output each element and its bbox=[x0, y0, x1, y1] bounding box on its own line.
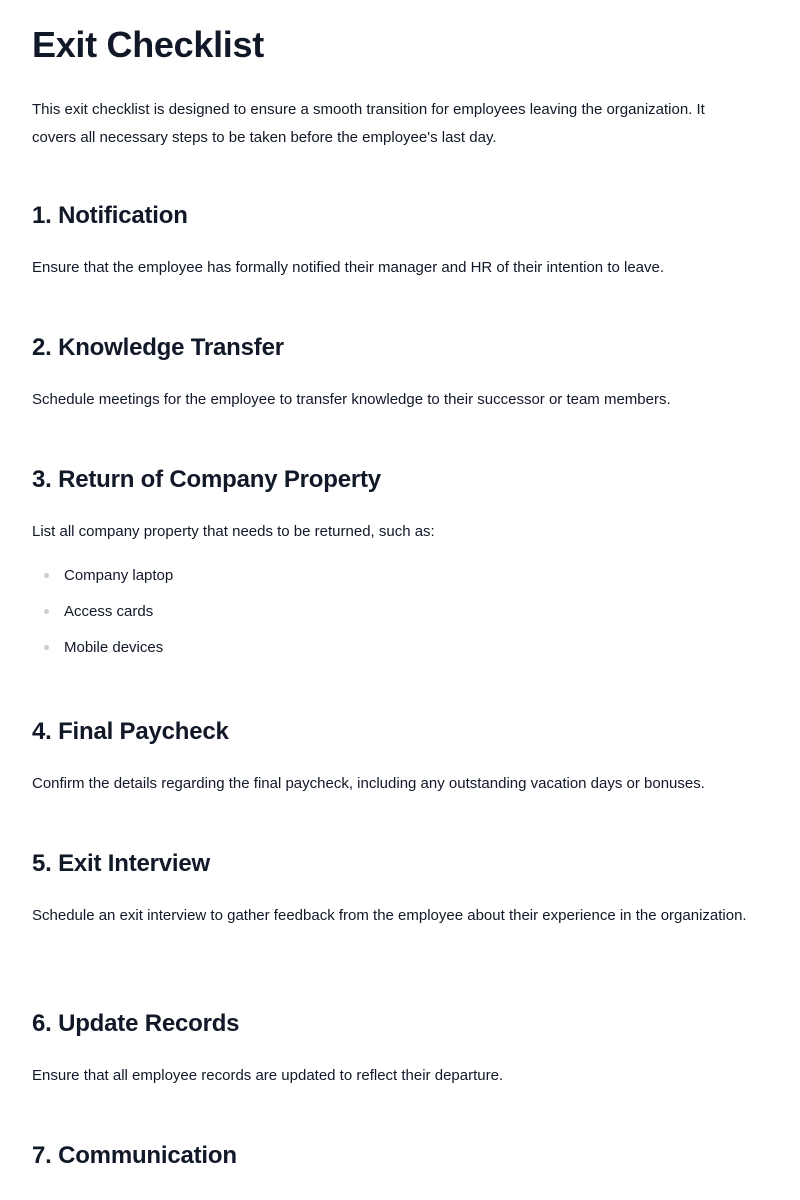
section-exit-interview bbox=[32, 848, 768, 930]
list-item bbox=[32, 558, 768, 594]
list-item-label: Mobile devices bbox=[64, 639, 164, 656]
section-heading: 1. Notification bbox=[32, 202, 188, 229]
page-title: Exit Checklist bbox=[32, 24, 264, 65]
section-final-paycheck bbox=[32, 716, 768, 798]
section-heading: 7. Communication bbox=[32, 1142, 237, 1169]
intro-paragraph: This exit checklist is designed to ensure a smooth transition for employees leaving the organization. It covers all necessary steps to be taken before the employee's last day. bbox=[32, 101, 705, 146]
section-heading: 3. Return of Company Property bbox=[32, 466, 381, 493]
section-text: Ensure that the employee has formally notified their manager and HR of their intention to leave. bbox=[32, 259, 665, 276]
section-text: List all company property that needs to be returned, such as: bbox=[32, 523, 435, 540]
list-item bbox=[32, 594, 768, 630]
section-communication bbox=[32, 1140, 768, 1172]
section-heading: 4. Final Paycheck bbox=[32, 718, 229, 745]
bullet-icon bbox=[44, 573, 49, 578]
section-heading: 5. Exit Interview bbox=[32, 850, 211, 877]
section-heading: 6. Update Records bbox=[32, 1010, 240, 1037]
section-heading: 2. Knowledge Transfer bbox=[32, 334, 284, 361]
list-item bbox=[32, 630, 768, 666]
section-text: Schedule meetings for the employee to transfer knowledge to their successor or team members. bbox=[32, 391, 671, 408]
section-update-records bbox=[32, 1008, 768, 1090]
property-list bbox=[32, 558, 768, 666]
section-knowledge-transfer bbox=[32, 332, 768, 414]
section-text: Schedule an exit interview to gather feedback from the employee about their experience in the organization. bbox=[32, 907, 747, 924]
bullet-icon bbox=[44, 609, 49, 614]
list-item-label: Access cards bbox=[64, 603, 154, 620]
section-notification bbox=[32, 200, 768, 282]
section-return-of-company-property bbox=[32, 464, 768, 666]
bullet-icon bbox=[44, 645, 49, 650]
section-text: Ensure that all employee records are updated to reflect their departure. bbox=[32, 1067, 504, 1084]
list-item-label: Company laptop bbox=[64, 567, 174, 584]
section-text: Confirm the details regarding the final paycheck, including any outstanding vacation days or bonuses. bbox=[32, 775, 705, 792]
